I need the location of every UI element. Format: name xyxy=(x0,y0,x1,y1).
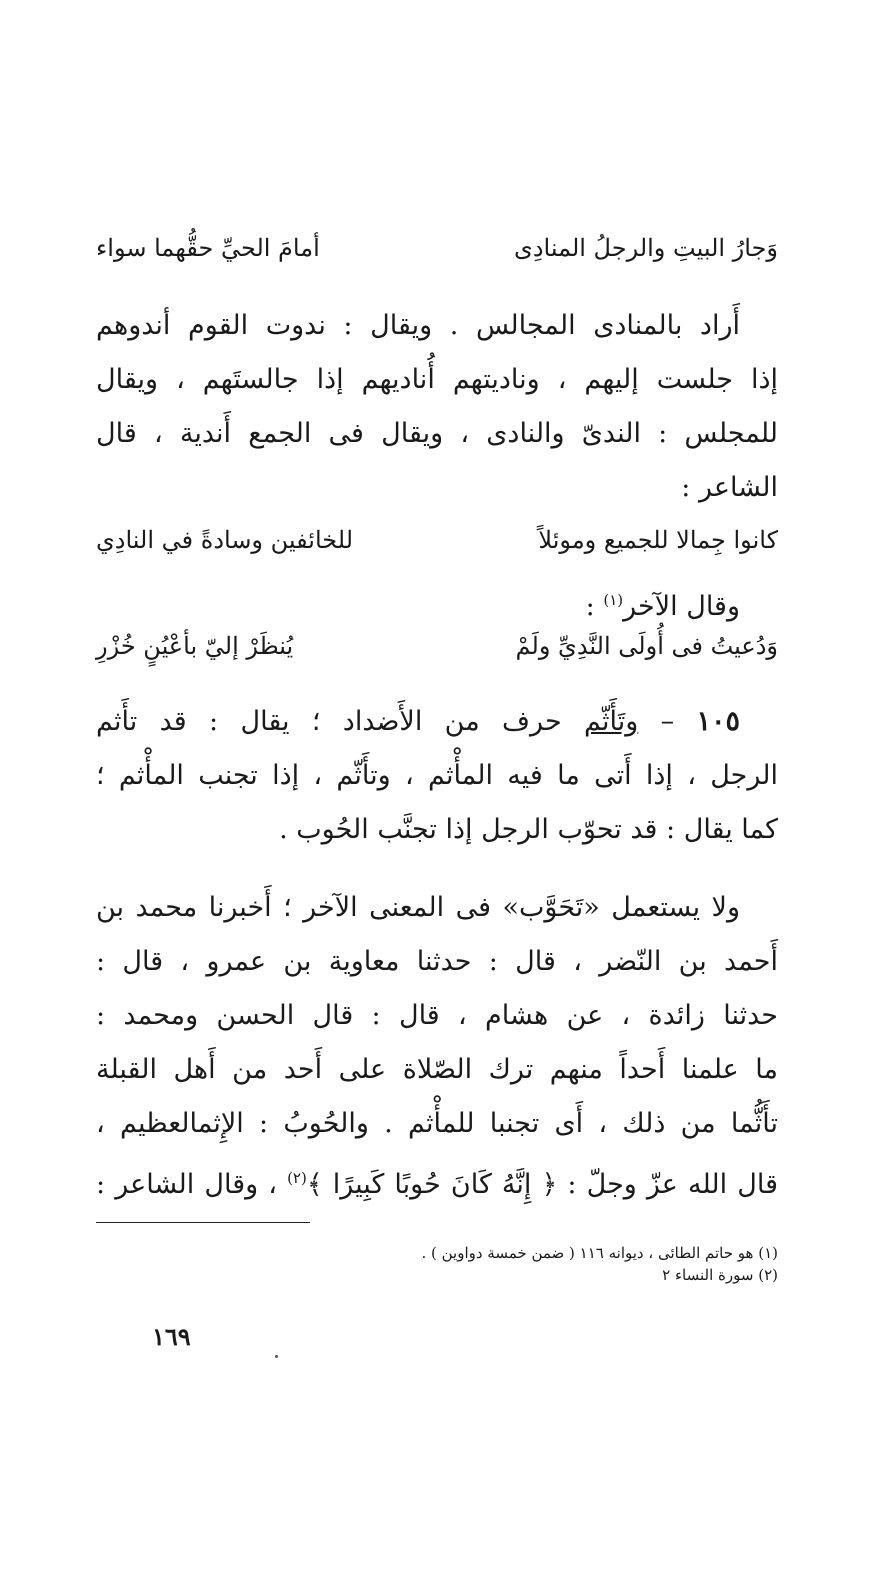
footnote-2: (٢) سورة النساء ٢ xyxy=(662,1266,778,1284)
intro-line-2 xyxy=(96,580,740,627)
entry-105-line-2: الرجل ، إذا أَتى ما فيه المأْثم ، وتأَثّم ، إذا تجنب المأْثم ؛ xyxy=(96,760,778,791)
paragraph-2-line-5: تأَثُّما من ذلك ، أَى تجنبا للمأْثم . والحُوبُ : الإِثمالعظيم ، xyxy=(96,1108,778,1139)
last-line-tail: ، وقال الشاعر : xyxy=(96,1169,288,1200)
verse-3-hemistich-2: يُنظَرْ إليّ بأعْيُنٍ خُزْرِ xyxy=(96,632,294,660)
paragraph-1-line-1: أَراد بالمنادى المجالس . ويقال : ندوت القوم أندوهم xyxy=(96,310,740,341)
verse-line-3 xyxy=(96,626,778,666)
intro-2-colon: : xyxy=(585,591,604,622)
page-number: ١٦٩ xyxy=(152,1322,191,1351)
paragraph-2-line-3: حدثنا زائدة ، عن هشام ، قال : قال الحسن ومحمد : xyxy=(96,1000,778,1031)
footnote-ref-1: (١) xyxy=(603,591,624,609)
paragraph-2-line-2: أَحمد بن النّضر ، قال : حدثنا معاوية بن عمرو ، قال : xyxy=(96,946,778,977)
footnote-1: (١) هو حاتم الطائى ، ديوانه ١١٦ ( ضمن خمسة دواوين ) . xyxy=(421,1244,778,1262)
quran-quote-line: قال الله عزّ وجلّ : ﴿ إِنَّهُ كَانَ حُوبًا كَبِيرًا ﴾ xyxy=(306,1169,779,1200)
entry-105-line-1 xyxy=(96,702,740,742)
footnote-ref-2: (٢) xyxy=(287,1169,307,1187)
verse-3-hemistich-1: وَدُعيتُ فى أُولَى النَّدِيِّ ولَمْ xyxy=(515,632,778,660)
entry-dash: – xyxy=(638,706,697,737)
paragraph-2-line-6 xyxy=(96,1158,778,1205)
paragraph-2-line-1: ولا يستعمل «تَحَوَّب» فى المعنى الآخر ؛ أَخبرنا محمد بن xyxy=(96,892,740,923)
verse-line-1 xyxy=(96,228,778,268)
verse-2-hemistich-1: كانوا جِمالا للجميع وموئلاً xyxy=(538,526,778,554)
paragraph-1-line-4: الشاعر : xyxy=(681,472,778,503)
intro-2-text: وقال الآخر xyxy=(623,591,740,622)
entry-line-1-text: حرف من الأَضداد ؛ يقال : قد تأَثم xyxy=(96,706,584,737)
verse-1-hemistich-2: أمامَ الحيِّ حقُّهما سواء xyxy=(96,234,320,262)
footnote-divider xyxy=(96,1222,310,1223)
entry-headword: وتَأَثّم xyxy=(584,706,639,737)
paragraph-2-line-4: ما علمنا أَحداً منهم ترك الصّلاة على أَحد من أَهل القبلة xyxy=(96,1054,778,1085)
verse-2-hemistich-2: للخائفين وسادةً في النادِي xyxy=(96,526,354,554)
scan-speck xyxy=(275,1355,278,1358)
verse-line-2 xyxy=(96,520,778,560)
paragraph-1-line-3: للمجلس : الندىّ والنادى ، ويقال فى الجمع أَندية ، قال xyxy=(96,418,778,449)
paragraph-1-line-2: إذا جلست إليهم ، وناديتهم أُناديهم إذا جالستَهم ، ويقال xyxy=(96,364,778,395)
verse-1-hemistich-1: وَجارُ البيتِ والرجلُ المنادِى xyxy=(514,234,778,262)
entry-105-line-3: كما يقال : قد تحوّب الرجل إذا تجنَّب الحُوب . xyxy=(279,814,778,845)
entry-number: ١٠٥ xyxy=(696,706,740,737)
